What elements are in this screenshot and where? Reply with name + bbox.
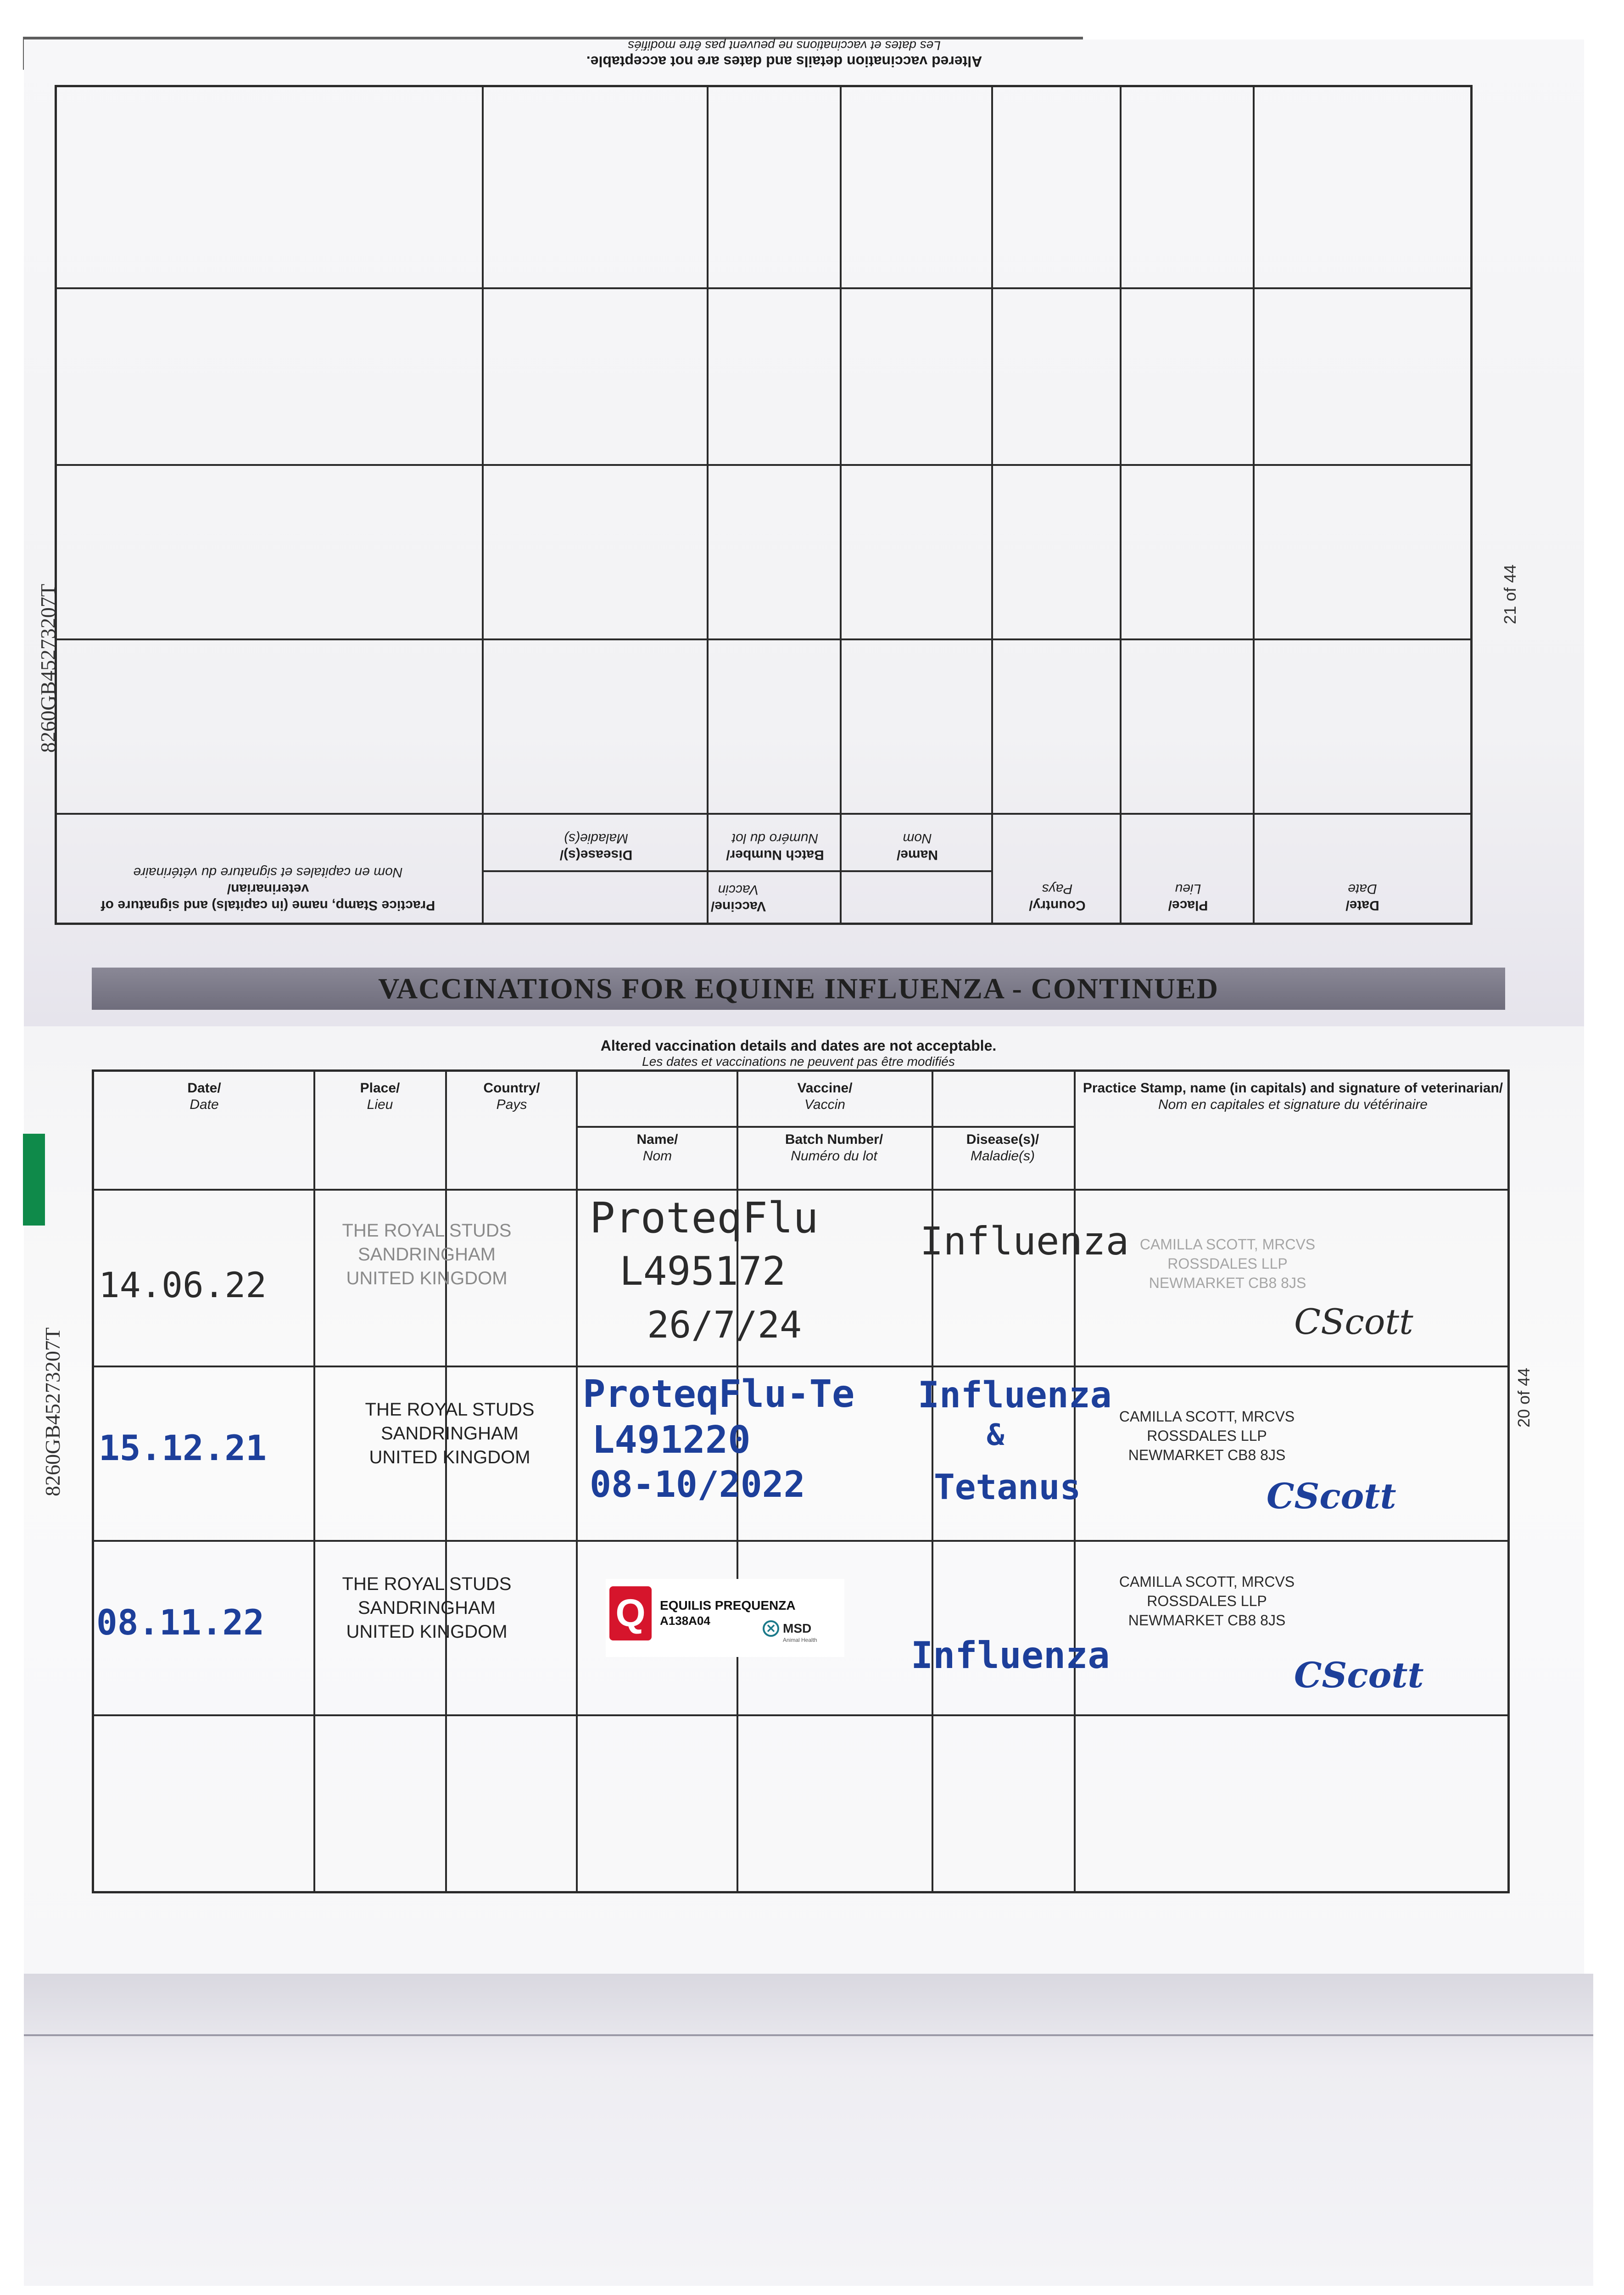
header-vaccine-fr: Vaccin — [718, 882, 759, 897]
green-tab — [23, 1134, 45, 1226]
record-1-vet-line-3: NEWMARKET CB8 8JS — [1149, 1275, 1306, 1291]
header-country: Country/ — [483, 1080, 540, 1096]
lower-document-id: 8260GB45273207T — [41, 1327, 64, 1496]
record-1-batch: L495172 — [619, 1248, 786, 1294]
record-1-date: 14.06.22 — [99, 1265, 267, 1305]
header-country-fr: Pays — [496, 1097, 527, 1112]
header-country-fr: Pays — [1042, 881, 1073, 896]
header-date-fr: Date — [1348, 881, 1377, 896]
record-2-batch: L491220 — [592, 1418, 751, 1462]
header-place-fr: Lieu — [1175, 881, 1201, 896]
header-vet-fr: Nom en capitales et signature du vétérinaire — [133, 865, 403, 880]
record-2-vet-line-3: NEWMARKET CB8 8JS — [1128, 1447, 1286, 1463]
record-1-disease: Influenza — [920, 1219, 1129, 1264]
header-disease-fr: Maladie(s) — [970, 1148, 1035, 1164]
msd-logo-icon: ✕ — [763, 1620, 779, 1637]
record-2-place-line-1: THE ROYAL STUDS — [365, 1399, 535, 1420]
record-3-disease: Influenza — [911, 1634, 1110, 1677]
record-1-vet-line-1: CAMILLA SCOTT, MRCVS — [1139, 1236, 1316, 1253]
vaccine-logo-letter: Q — [615, 1591, 646, 1634]
record-2-vet-line-2: ROSSDALES LLP — [1147, 1427, 1267, 1444]
record-3-signature: CScott — [1294, 1655, 1424, 1696]
record-1-signature: CScott — [1294, 1301, 1413, 1342]
record-2-disease-line-2: & — [987, 1418, 1005, 1452]
record-3-date: 08.11.22 — [96, 1602, 265, 1643]
header-place: Place/ — [360, 1080, 400, 1096]
header-vaccine: Vaccine/ — [710, 899, 766, 914]
lower-warning-fr: Les dates et vaccinations ne peuvent pas être modifiés — [642, 1054, 955, 1069]
record-3-place-line-3: UNITED KINGDOM — [346, 1622, 508, 1642]
header-batch: Batch Number/ — [785, 1132, 883, 1147]
record-1-vet-line-2: ROSSDALES LLP — [1167, 1255, 1288, 1272]
vaccine-label-batch: A138A04 — [660, 1614, 710, 1628]
record-3-vet-line-1: CAMILLA SCOTT, MRCVS — [1119, 1573, 1295, 1590]
lower-warning: Altered vaccination details and dates are not acceptable. — [600, 1037, 997, 1054]
fold-line — [24, 2034, 1593, 2036]
record-3-vet-line-3: NEWMARKET CB8 8JS — [1128, 1612, 1286, 1629]
vaccine-brand-logo — [609, 1586, 652, 1640]
header-vet: Practice Stamp, name (in capitals) and signature of veterinarian/ — [100, 881, 435, 913]
section-banner: VACCINATIONS FOR EQUINE INFLUENZA - CONTINUED — [92, 968, 1505, 1010]
header-date: Date/ — [1345, 898, 1379, 913]
record-2-disease-line-1: Influenza — [918, 1375, 1112, 1416]
header-disease: Disease(s)/ — [966, 1132, 1039, 1147]
upper-warning-fr: Les dates et vaccinations ne peuvent pas être modifiés — [628, 39, 941, 53]
record-2-place-line-3: UNITED KINGDOM — [369, 1447, 530, 1467]
page-fold — [24, 1974, 1593, 2286]
record-3-place-line-2: SANDRINGHAM — [357, 1598, 496, 1618]
record-2-place-line-2: SANDRINGHAM — [380, 1423, 519, 1444]
header-place: Place/ — [1168, 898, 1208, 913]
blank-vaccination-table — [55, 85, 1473, 925]
vaccine-label-maker: MSD — [783, 1621, 812, 1635]
record-1-place-line-2: SANDRINGHAM — [357, 1244, 496, 1265]
upper-page-number: 21 of 44 — [1501, 564, 1519, 624]
upper-document-id: 8260GB45273207T — [36, 584, 60, 753]
record-2-date: 15.12.21 — [99, 1427, 267, 1468]
header-name-fr: Nom — [903, 831, 932, 846]
record-3-vet-line-2: ROSSDALES LLP — [1147, 1593, 1267, 1609]
header-vaccine-fr: Vaccin — [804, 1097, 845, 1112]
vaccine-label-sticker — [606, 1579, 844, 1657]
record-2-vaccine-name: ProteqFlu-Te — [583, 1372, 855, 1416]
header-name-fr: Nom — [642, 1148, 672, 1164]
record-1-vaccine-name: ProteqFlu — [590, 1193, 819, 1243]
header-vet: Practice Stamp, name (in capitals) and signature of veterinarian/ — [1083, 1080, 1503, 1096]
header-vet-fr: Nom en capitales et signature du vétérinaire — [1158, 1097, 1428, 1112]
vaccine-label-maker-sub: Animal Health — [783, 1637, 817, 1643]
header-country: Country/ — [1029, 898, 1086, 913]
header-name: Name/ — [636, 1132, 678, 1147]
record-3-place-line-1: THE ROYAL STUDS — [342, 1574, 512, 1594]
header-batch: Batch Number/ — [726, 847, 824, 862]
lower-page-number: 20 of 44 — [1514, 1367, 1533, 1427]
header-disease-fr: Maladie(s) — [564, 831, 629, 846]
record-2-expiry: 08-10/2022 — [590, 1464, 805, 1506]
upper-page-rotated — [0, 0, 1624, 1028]
vaccine-label-product: EQUILIS PREQUENZA — [660, 1598, 796, 1612]
upper-warning: Altered vaccination details and dates are not acceptable. — [586, 53, 982, 70]
header-date: Date/ — [187, 1080, 221, 1096]
record-2-signature: CScott — [1267, 1476, 1396, 1517]
header-batch-fr: Numéro du lot — [791, 1148, 877, 1164]
header-date-fr: Date — [190, 1097, 219, 1112]
header-vaccine: Vaccine/ — [797, 1080, 853, 1096]
header-name: Name/ — [896, 847, 938, 862]
record-1-expiry: 26/7/24 — [647, 1304, 802, 1346]
header-disease: Disease(s)/ — [559, 847, 633, 862]
record-1-place-line-3: UNITED KINGDOM — [346, 1268, 508, 1288]
record-2-disease-line-3: Tetanus — [934, 1467, 1081, 1507]
record-2-vet-line-1: CAMILLA SCOTT, MRCVS — [1119, 1408, 1295, 1425]
header-batch-fr: Numéro du lot — [731, 831, 819, 846]
record-1-place-line-1: THE ROYAL STUDS — [342, 1220, 512, 1241]
header-place-fr: Lieu — [367, 1097, 393, 1112]
